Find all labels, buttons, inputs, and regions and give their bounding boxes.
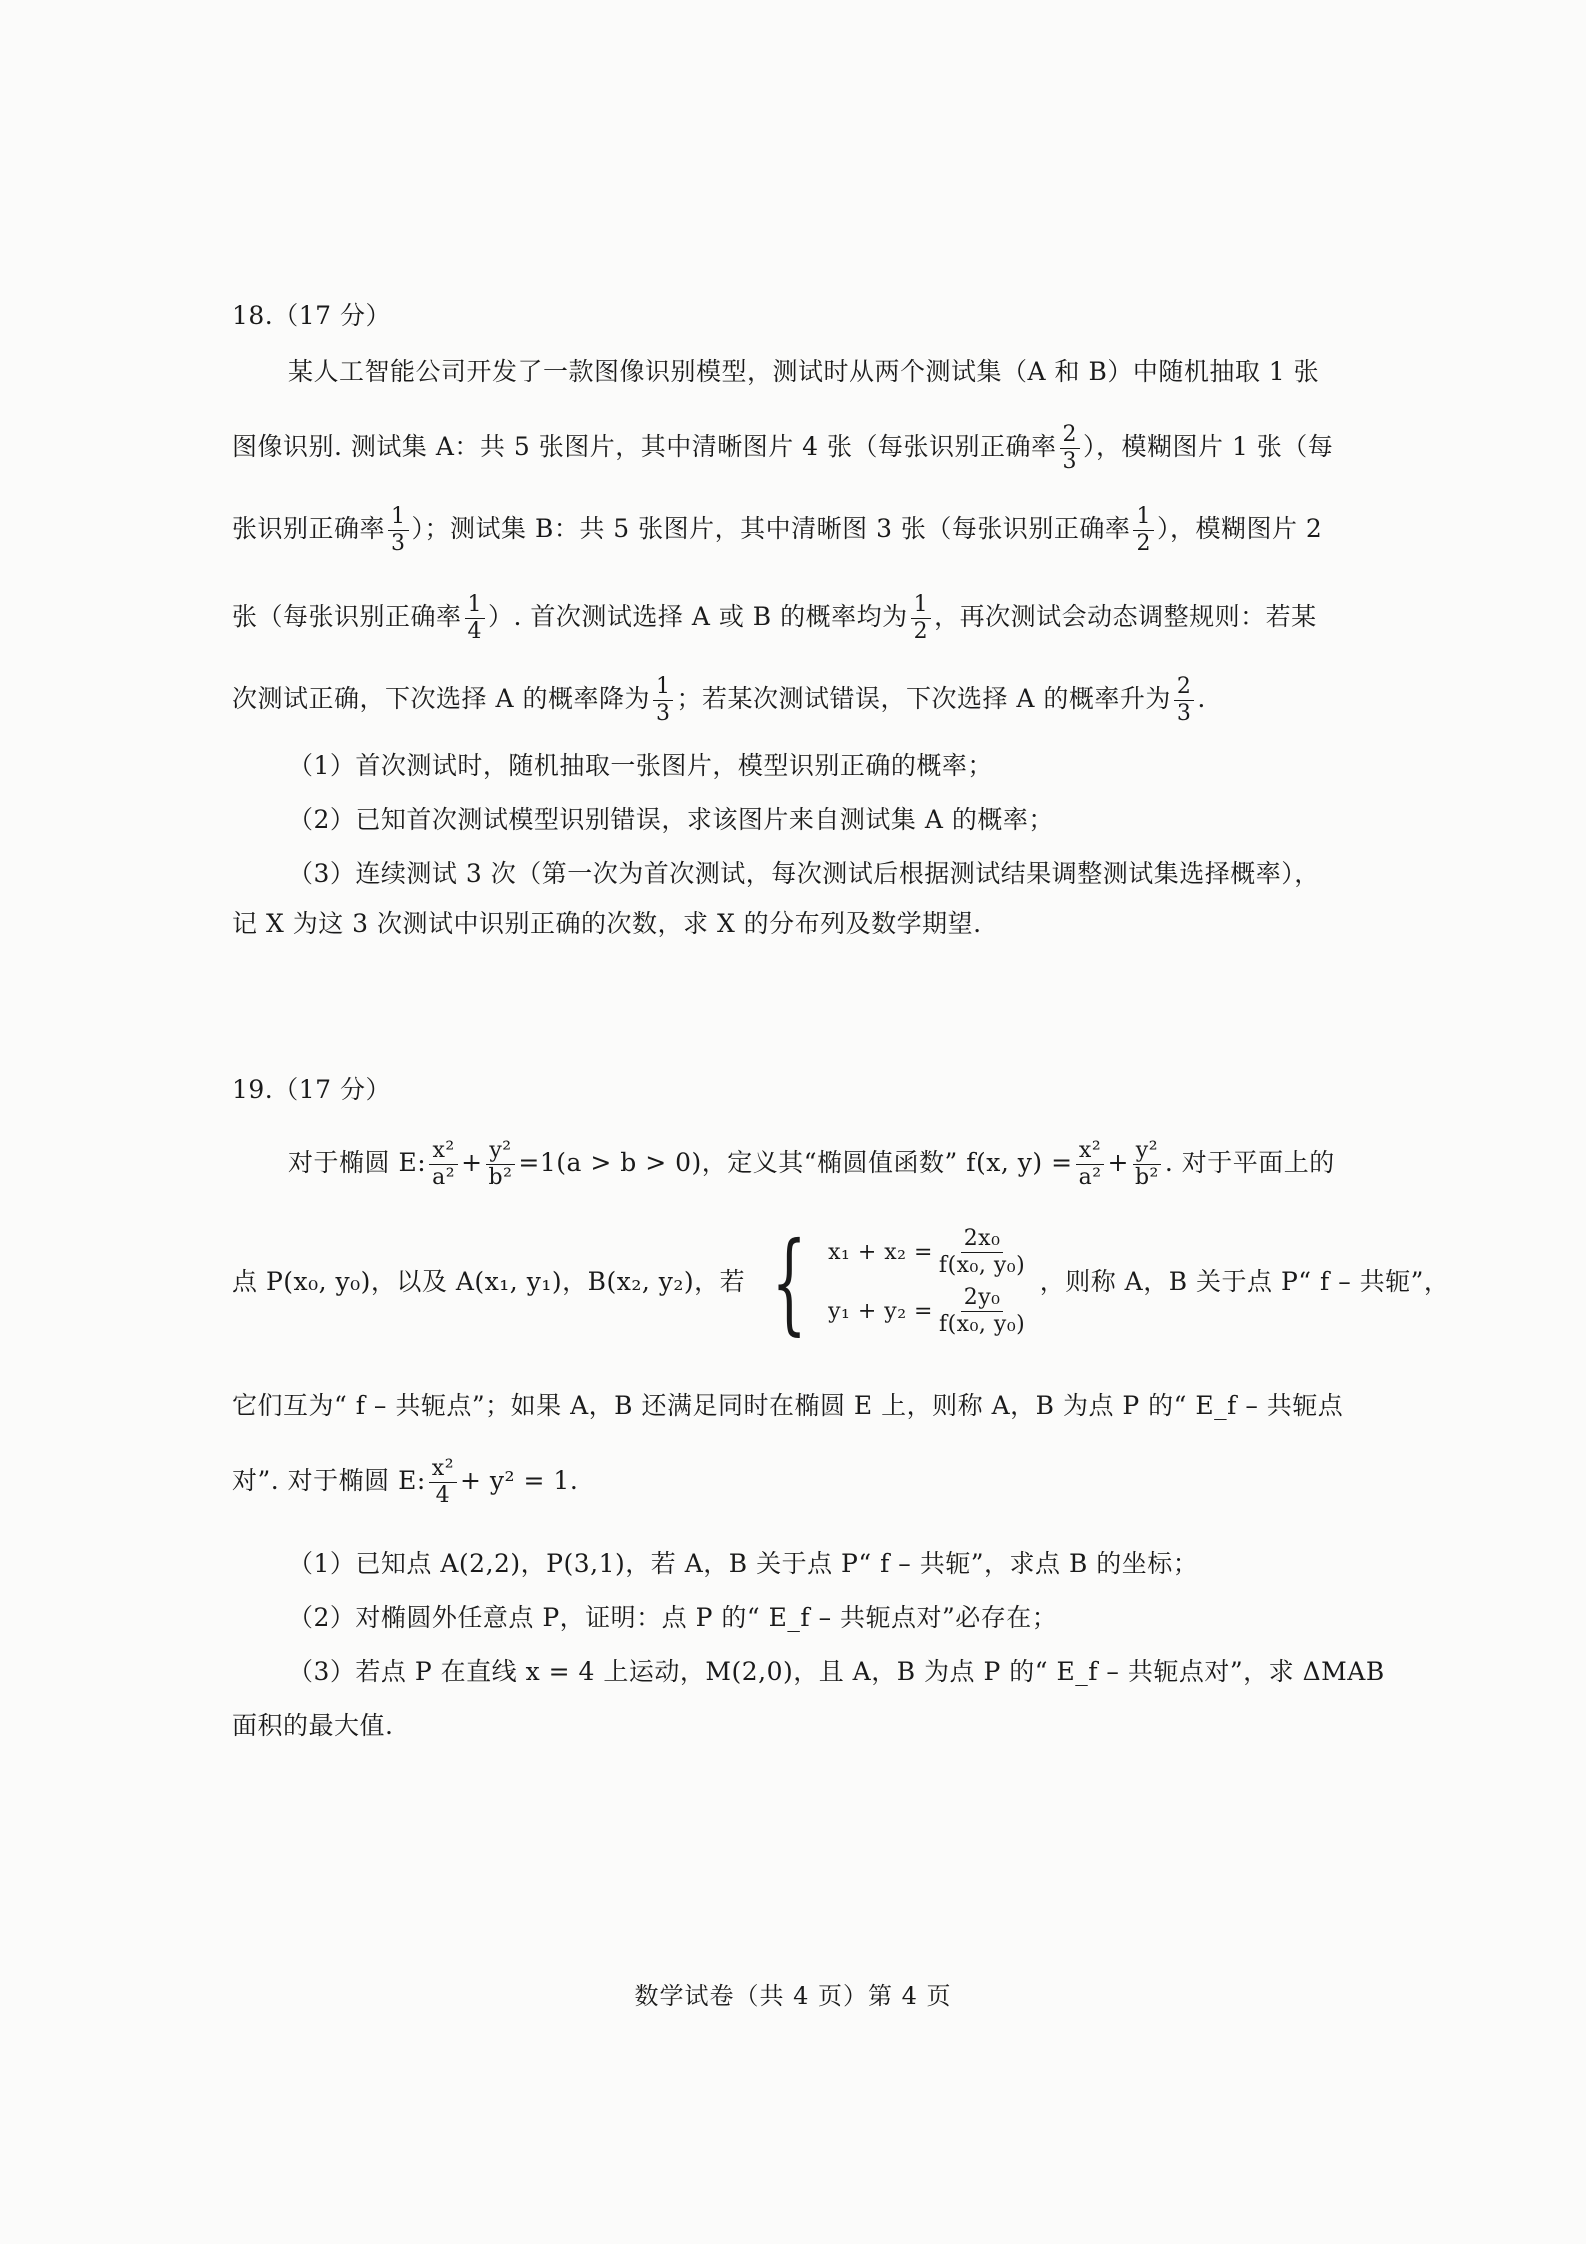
left-brace-icon: {	[771, 1218, 807, 1346]
q19-header: 19.（17 分）	[232, 1075, 392, 1104]
q18-text-line-2: 图像识别. 测试集 A：共 5 张图片，其中清晰图片 4 张（每张识别正确率 $\frac{2}{3}$ ），模糊图片 1 张（每	[232, 422, 1334, 474]
fraction-two-thirds: $\frac{2}{3}$	[1060, 422, 1081, 475]
fraction-one-third: $\frac{1}{3}$	[653, 674, 674, 727]
q18-subquestion-1: （1）首次测试时，随机抽取一张图片，模型识别正确的概率；	[288, 751, 993, 780]
q18-text-line-4: 张（每张识别正确率 $\frac{1}{4}$ ）. 首次测试选择 A 或 B 的概率均为 $\frac{1}{2}$ ，再次测试会动态调整规则：若某	[232, 592, 1317, 644]
fraction-two-thirds: $\frac{2}{3}$	[1174, 674, 1195, 727]
q19-text-line-3: 它们互为“ f – 共轭点”；如果 A，B 还满足同时在椭圆 E 上，则称 A，B 为点 P 的“ E_f – 共轭点	[232, 1391, 1344, 1420]
q19-subquestion-3-cont: 面积的最大值.	[232, 1711, 394, 1740]
fraction-one-third: $\frac{1}{3}$	[388, 504, 409, 557]
q18-header: 18.（17 分）	[232, 301, 392, 330]
q18-subquestion-3: （3）连续测试 3 次（第一次为首次测试，每次测试后根据测试结果调整测试集选择概率），	[288, 859, 1320, 888]
q19-subquestion-1: （1）已知点 A(2,2)，P(3,1)，若 A，B 关于点 P“ f – 共轭”，求点 B 的坐标；	[288, 1549, 1199, 1578]
q18-subquestion-2: （2）已知首次测试模型识别错误，求该图片来自测试集 A 的概率；	[288, 805, 1054, 834]
fraction-x2-over-a2: $\frac{\text{x²}}{\text{a²}}$	[1076, 1138, 1105, 1191]
q19-text-line-4: 对”. 对于椭圆 E: $\frac{\text{x²}}{4}$ + y² = 1.	[232, 1456, 579, 1508]
q18-text-line-1: 某人工智能公司开发了一款图像识别模型，测试时从两个测试集（A 和 B）中随机抽取 1 张	[288, 357, 1320, 386]
q19-subquestion-3: （3）若点 P 在直线 x = 4 上运动，M(2,0)，且 A，B 为点 P 的“ E_f – 共轭点对”，求 ΔMAB	[288, 1657, 1385, 1686]
q19-text-line-2: 点 P(x₀, y₀)，以及 A(x₁, y₁)，B(x₂, y₂)，若 { x₁ + x₂ = $\frac{\text{2x₀}}{\text{f(x₀, y₀)}}$ y₁ + y₂ = $\frac{\text{2y₀}}{\text{f(x₀, y₀)}}$ ，则称 A，B 关于点 P“ f – 共轭”，	[232, 1218, 1450, 1346]
q19-text-line-1: 对于椭圆 E: $\frac{\text{x²}}{\text{a²}}$ + $\frac{\text{y²}}{\text{b²}}$ =1(a > b > 0)，定义其“椭圆值函数” f(x, y) = $\frac{\text{x²}}{\text{a²}}$ + $\frac{\text{y²}}{\text{b²}}$ . 对于平面上的	[288, 1138, 1335, 1190]
q19-subquestion-2: （2）对椭圆外任意点 P，证明：点 P 的“ E_f – 共轭点对”必存在；	[288, 1603, 1058, 1632]
fraction-one-half: $\frac{1}{2}$	[911, 592, 932, 645]
q18-subquestion-3-cont: 记 X 为这 3 次测试中识别正确的次数，求 X 的分布列及数学期望.	[232, 909, 982, 938]
fraction-y2-over-b2: $\frac{\text{y²}}{\text{b²}}$	[486, 1138, 516, 1191]
fraction-x2-over-4: $\frac{\text{x²}}{4}$	[429, 1456, 457, 1509]
fraction-x2-over-a2: $\frac{\text{x²}}{\text{a²}}$	[429, 1138, 458, 1191]
fraction-one-half: $\frac{1}{2}$	[1133, 504, 1154, 557]
q18-text-line-5: 次测试正确，下次选择 A 的概率降为 $\frac{1}{3}$ ；若某次测试错误，下次选择 A 的概率升为 $\frac{2}{3}$ .	[232, 674, 1206, 726]
q18-text-line-3: 张识别正确率 $\frac{1}{3}$ ）；测试集 B：共 5 张图片，其中清晰图 3 张（每张识别正确率 $\frac{1}{2}$ ），模糊图片 2	[232, 504, 1323, 556]
system-row-2: y₁ + y₂ = $\frac{\text{2y₀}}{\text{f(x₀, y₀)}}$	[828, 1285, 1026, 1337]
page-footer: 数学试卷（共 4 页）第 4 页	[634, 1982, 952, 2010]
fraction-one-quarter: $\frac{1}{4}$	[465, 592, 486, 645]
fraction-y2-over-b2: $\frac{\text{y²}}{\text{b²}}$	[1132, 1138, 1162, 1191]
system-row-1: x₁ + x₂ = $\frac{\text{2x₀}}{\text{f(x₀, y₀)}}$	[828, 1226, 1026, 1278]
equation-system	[754, 1218, 1032, 1346]
